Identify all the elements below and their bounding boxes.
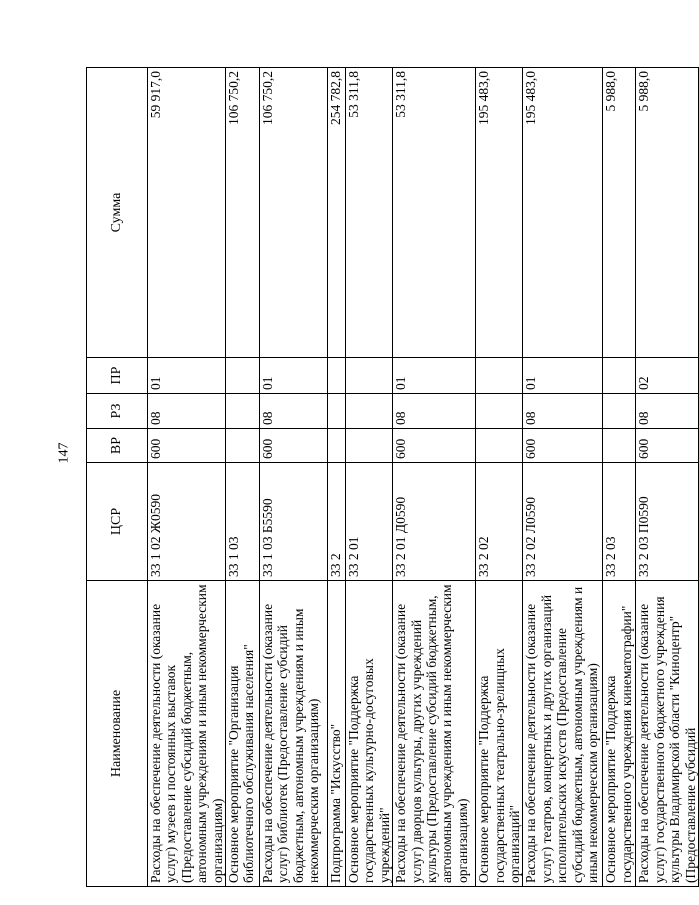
cell-vr [226, 429, 260, 463]
cell-sum: 106 750,2 [226, 68, 260, 358]
cell-pr [226, 358, 260, 394]
header-sum: Сумма [87, 68, 148, 358]
cell-rz [346, 394, 393, 429]
cell-pr: 01 [260, 358, 328, 394]
cell-vr [476, 429, 523, 463]
table-row [636, 68, 699, 887]
cell-vr: 600 [260, 429, 328, 463]
cell-rz [226, 394, 260, 429]
cell-vr: 600 [393, 429, 476, 463]
table-row [328, 68, 346, 887]
cell-pr: 01 [523, 358, 603, 394]
cell-name: Расходы на обеспечение деятельности (оказание услуг) государственного бюджетного учреждения культуры Владимирской области "Киноцентр" (Предоставление субсидий [636, 581, 699, 887]
cell-name: Основное мероприятие "Поддержка государственных театрально-зрелищных организаций" [476, 581, 523, 887]
cell-pr [603, 358, 636, 394]
table-row [603, 68, 636, 887]
cell-sum: 53 311,8 [346, 68, 393, 358]
cell-pr [346, 358, 393, 394]
table-row [148, 68, 226, 887]
cell-rz [603, 394, 636, 429]
cell-sum: 106 750,2 [260, 68, 328, 358]
table-row [393, 68, 476, 887]
cell-csr: 33 2 01 Д0590 [393, 463, 476, 581]
cell-name: Основное мероприятие "Поддержка государственных культурно-досуговых учреждений" [346, 581, 393, 887]
rotated-page [86, 68, 698, 887]
cell-csr: 33 2 02 Л0590 [523, 463, 603, 581]
cell-sum: 5 988,0 [636, 68, 699, 358]
cell-rz: 08 [260, 394, 328, 429]
table-header-row [87, 68, 148, 887]
cell-sum: 254 782,8 [328, 68, 346, 358]
header-pr: ПР [87, 358, 148, 394]
cell-pr [328, 358, 346, 394]
cell-rz [476, 394, 523, 429]
cell-csr: 33 2 02 [476, 463, 523, 581]
cell-vr: 600 [523, 429, 603, 463]
cell-pr: 01 [148, 358, 226, 394]
cell-pr: 01 [393, 358, 476, 394]
cell-sum: 5 988,0 [603, 68, 636, 358]
cell-vr [603, 429, 636, 463]
page-number: 147 [56, 442, 72, 464]
cell-name: Расходы на обеспечение деятельности (оказание услуг) музеев и постоянных выставок (Предоставление субсидий бюджетным, автономным учреждениям и иным некоммерческим организациям) [148, 581, 226, 887]
cell-sum: 59 917,0 [148, 68, 226, 358]
table-row [260, 68, 328, 887]
cell-vr: 600 [148, 429, 226, 463]
header-name: Наименование [87, 581, 148, 887]
cell-pr [476, 358, 523, 394]
cell-name: Расходы на обеспечение деятельности (оказание услуг) театров, концертных и других организаций исполнительских искусств (Предоставление субсидий бюджетным, автономным учреждениям и иным некоммерческим организациям) [523, 581, 603, 887]
cell-csr: 33 1 03 Б5590 [260, 463, 328, 581]
cell-rz: 08 [148, 394, 226, 429]
cell-csr: 33 2 03 [603, 463, 636, 581]
cell-csr: 33 2 03 П0590 [636, 463, 699, 581]
cell-sum: 195 483,0 [476, 68, 523, 358]
cell-name: Основное мероприятие "Организация библиотечного обслуживания населения" [226, 581, 260, 887]
header-csr: ЦСР [87, 463, 148, 581]
cell-vr [328, 429, 346, 463]
cell-csr: 33 1 02 Ж0590 [148, 463, 226, 581]
cell-vr: 600 [636, 429, 699, 463]
header-rz: РЗ [87, 394, 148, 429]
header-vr: ВР [87, 429, 148, 463]
cell-pr: 02 [636, 358, 699, 394]
cell-rz [328, 394, 346, 429]
cell-name: Расходы на обеспечение деятельности (оказание услуг) дворцов культуры, других учреждений культуры (Предоставление субсидий бюджетным, автономным учреждениям и иным некоммерческим организациям) [393, 581, 476, 887]
cell-vr [346, 429, 393, 463]
table-row [476, 68, 523, 887]
table-row [226, 68, 260, 887]
table-row [523, 68, 603, 887]
cell-name: Основное мероприятие "Поддержка государственного учреждения кинематографии" [603, 581, 636, 887]
cell-rz: 08 [523, 394, 603, 429]
cell-rz: 08 [636, 394, 699, 429]
cell-name: Расходы на обеспечение деятельности (оказание услуг) библиотек (Предоставление субсидий бюджетным, автономным учреждениям и иным некоммерческим организациям) [260, 581, 328, 887]
cell-csr: 33 1 03 [226, 463, 260, 581]
cell-sum: 53 311,8 [393, 68, 476, 358]
cell-csr: 33 2 [328, 463, 346, 581]
table-row [346, 68, 393, 887]
cell-csr: 33 2 01 [346, 463, 393, 581]
cell-rz: 08 [393, 394, 476, 429]
cell-name: Подпрограмма "Искусство" [328, 581, 346, 887]
cell-sum: 195 483,0 [523, 68, 603, 358]
budget-table [86, 67, 699, 887]
